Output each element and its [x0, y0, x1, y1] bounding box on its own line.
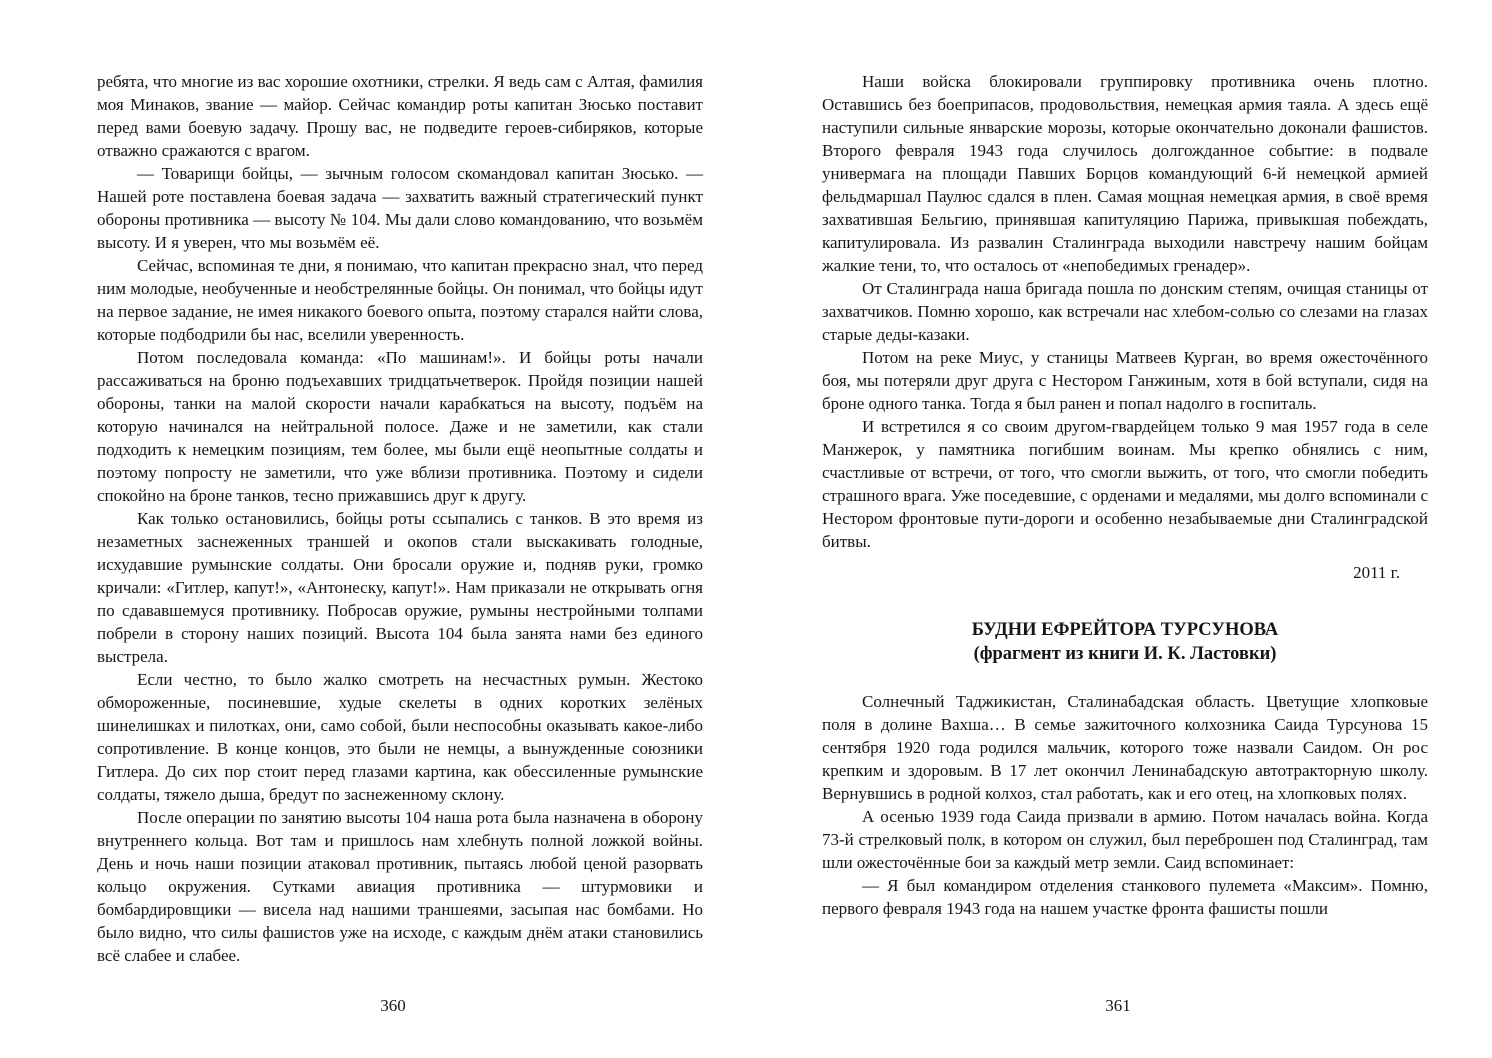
- paragraph: И встретился я со своим другом-гвардейцем только 9 мая 1957 года в селе Манжерок, у памятника погибшим воинам. Мы крепко обнялись с ним, счастливые от встречи, от того, что смогли выжить, от того, что смогли победить страшного врага. Уже поседевшие, с орденами и медалями, мы долго вспоминали с Нестором фронтовые пути-дороги и особенно незабываемые дни Сталинградской битвы.: [822, 417, 1428, 551]
- page-number-right: 361: [1105, 996, 1131, 1015]
- paragraph: Сейчас, вспоминая те дни, я понимаю, что капитан прекрасно знал, что перед ним молодые, необученные и необстрелянные бойцы. Он понимал, что бойцы идут на первое задание, не имея никакого боевого опыта, поэтому старался найти слова, которые подбодрили бы нас, вселили уверенность.: [97, 256, 703, 344]
- paragraph: А осенью 1939 года Саида призвали в армию. Потом началась война. Когда 73-й стрелковый полк, в котором он служил, был переброшен под Сталинград, там шли ожесточённые бои за каждый метр земли. Саид вспоминает:: [822, 807, 1428, 872]
- paragraph: Как только остановились, бойцы роты ссыпались с танков. В это время из незаметных заснеженных траншей и окопов стали выскакивать голодные, исхудавшие румынские солдаты. Они бросали оружие и, подняв руки, громко кричали: «Гитлер, капут!», «Антонеску, капут!». Нам приказали не открывать огня по сдававшемуся противнику. Побросав оружие, румыны нестройными толпами побрели в сторону наших позиций. Высота 104 была занята нами без единого выстрела.: [97, 509, 703, 666]
- page-right-text-column: [822, 70, 1428, 920]
- paragraph: Потом на реке Миус, у станицы Матвеев Курган, во время ожесточённого боя, мы потеряли друг друга с Нестором Ганжиным, хотя в бой вступали, сидя на броне одного танка. Тогда я был ранен и попал надолго в госпиталь.: [822, 348, 1428, 413]
- paragraph: — Я был командиром отделения станкового пулемета «Максим». Помню, первого февраля 1943 года на нашем участке фронта фашисты пошли: [822, 876, 1428, 918]
- paragraph: Наши войска блокировали группировку противника очень плотно. Оставшись без боеприпасов, продовольствия, немецкая армия таяла. А здесь ещё наступили сильные январские морозы, которые окончательно доконали фашистов. Второго февраля 1943 года случилось долгожданное событие: в подвале универмага на площади Павших Борцов командующий 6-й немецкой армией фельдмаршал Паулюс сдался в плен. Самая мощная немецкая армия, в своё время захватившая Бельгию, принявшая капитуляцию Парижа, привыкшая побеждать, капитулировала. Из развалин Сталинграда выходили навстречу нашим бойцам жалкие тени, то, что осталось от «непобедимых гренадер».: [822, 72, 1428, 275]
- page-number-left: 360: [380, 996, 406, 1015]
- paragraph: От Сталинграда наша бригада пошла по донским степям, очищая станицы от захватчиков. Помню хорошо, как встречали нас хлебом-солью со слезами на глазах старые деды-казаки.: [822, 279, 1428, 344]
- paragraph: ребята, что многие из вас хорошие охотники, стрелки. Я ведь сам с Алтая, фамилия моя Минаков, звание — майор. Сейчас командир роты капитан Зюсько поставит перед вами боевую задачу. Прошу вас, не подведите героев-сибиряков, которые отважно сражаются с врагом.: [97, 72, 703, 160]
- paragraph: Солнечный Таджикистан, Сталинабадская область. Цветущие хлопковые поля в долине Вахша… В семье зажиточного колхозника Саида Турсунова 15 сентября 1920 года родился мальчик, которого тоже назвали Саидом. Он рос крепким и здоровым. В 17 лет окончил Ленинабадскую автотракторную школу. Вернувшись в родной колхоз, стал работать, как и его отец, на хлопковых полях.: [822, 692, 1428, 803]
- paragraph: — Товарищи бойцы, — зычным голосом скомандовал капитан Зюсько. — Нашей роте поставлена боевая задача — захватить важный стратегический пункт обороны противника — высоту № 104. Мы дали слово командованию, что возьмём высоту. И я уверен, что мы возьмём её.: [97, 164, 703, 252]
- paragraph: Если честно, то было жалко смотреть на несчастных румын. Жестоко обмороженные, посиневшие, худые скелеты в одних коротких зелёных шинелишках и пилотках, они, само собой, были неспособны оказывать какое-либо сопротивление. В конце концов, это были не немцы, а вынужденные союзники Гитлера. До сих пор стоит перед глазами картина, как обессиленные румынские солдаты, тяжело дыша, бредут по заснеженному склону.: [97, 670, 703, 804]
- section-title: БУДНИ ЕФРЕЙТОРА ТУРСУНОВА: [971, 620, 1279, 640]
- dateline: 2011 г.: [1353, 563, 1400, 582]
- paragraph: После операции по занятию высоты 104 наша рота была назначена в оборону внутреннего кольца. Вот там и пришлось нам хлебнуть полной ложкой войны. День и ночь наши позиции атаковал противник, пытаясь любой ценой разорвать кольцо окружения. Сутками авиация противника — штурмовики и бомбардировщики — висела над нашими траншеями, засыпая нас бомбами. Но было видно, что силы фашистов уже на исходе, с каждым днём атаки становились всё слабее и слабее.: [97, 808, 703, 965]
- paragraph: Потом последовала команда: «По машинам!». И бойцы роты начали рассаживаться на броню подъехавших тридцатьчетверок. Пройдя позиции нашей обороны, танки на малой скорости начали карабкаться на высоту, подъём на которую начинался на нейтральной полосе. Даже и не заметили, как стали подходить к немецким позициям, тем более, мы были ещё неопытные солдаты и поэтому попросту не заметили, что уже вблизи противника. Поэтому и сидели спокойно на броне танков, тесно прижавшись друг к другу.: [97, 348, 703, 505]
- section-subtitle: (фрагмент из книги И. К. Ластовки): [973, 644, 1277, 664]
- page-left-text-column: [97, 70, 703, 967]
